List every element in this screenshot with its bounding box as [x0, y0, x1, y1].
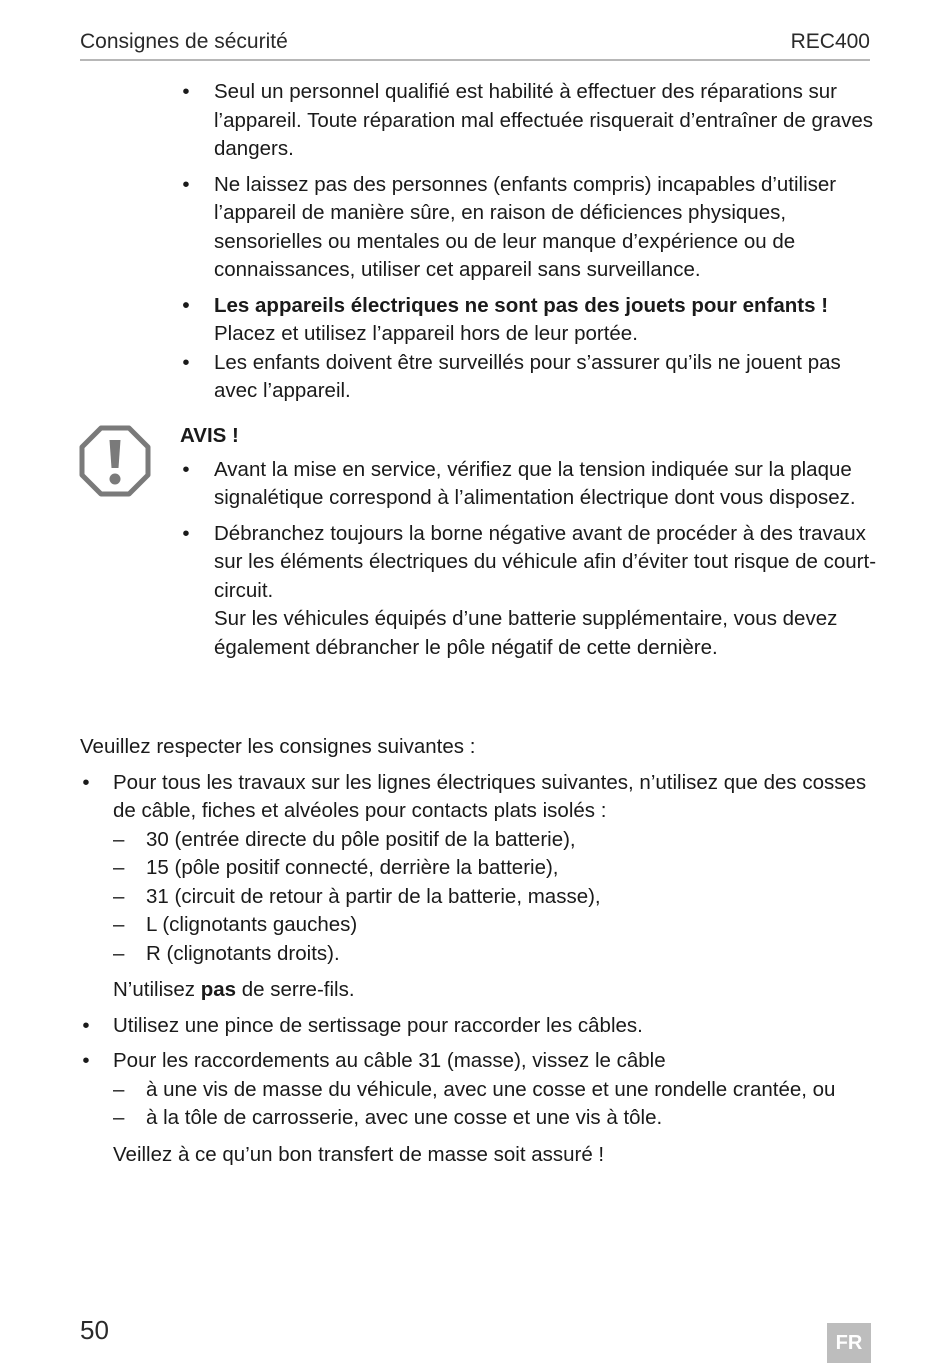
bullet-symbol: •	[82, 770, 90, 794]
list-item-text: Avant la mise en service, vérifiez que la tension indiquée sur la plaque signalétique correspond à l’alimentation électrique dont vous disposez.	[214, 457, 856, 509]
avis-title: AVIS !	[180, 424, 239, 447]
dash-item-text: R (clignotants droits).	[146, 941, 340, 965]
exclamation-octagon-icon	[79, 425, 151, 497]
list-item	[180, 78, 880, 164]
dash-item	[113, 826, 880, 855]
list-item-text: Placez et utilisez l’appareil hors de leur portée.	[214, 322, 638, 345]
dash-item-text: 31 (circuit de retour à partir de la batterie, masse),	[146, 884, 601, 908]
bullet-symbol: •	[182, 457, 190, 481]
list-item-text: Sur les véhicules équipés d’une batterie supplémentaire, vous devez également débrancher le pôle négatif de cette dernière.	[214, 607, 838, 659]
list-item-text: Seul un personnel qualifié est habilité à effectuer des réparations sur l’appareil. Toute réparation mal effectuée risquerait d’entraîner de graves dangers.	[214, 80, 874, 160]
dash-symbol: –	[113, 1077, 125, 1101]
note-emphasis: pas	[200, 978, 237, 1001]
language-badge: FR	[827, 1323, 871, 1363]
list-item-note: Veillez à ce qu’un bon transfert de masse soit assuré !	[113, 1142, 605, 1166]
dash-item	[113, 854, 880, 883]
bullet-symbol: •	[182, 293, 190, 317]
list-item-text: Pour tous les travaux sur les lignes électriques suivantes, n’utilisez que des cosses de câble, fiches et alvéoles pour contacts plats isolés :	[113, 770, 867, 822]
note-text: de serre-fils.	[236, 978, 355, 1001]
dash-item-text: à une vis de masse du véhicule, avec une cosse et une rondelle crantée, ou	[146, 1077, 836, 1101]
dash-symbol: –	[113, 856, 125, 879]
header-divider	[80, 59, 870, 61]
list-item-text: Les enfants doivent être surveillés pour s’assurer qu’ils ne jouent pas avec l’appareil.	[214, 350, 841, 402]
avis-notice	[180, 422, 880, 669]
instructions-section	[80, 733, 880, 1176]
list-item-bold-text: Les appareils électriques ne sont pas des jouets pour enfants !	[214, 293, 829, 317]
list-item-text: Utilisez une pince de sertissage pour raccorder les câbles.	[113, 1013, 643, 1037]
bullet-symbol: •	[182, 172, 190, 196]
bullet-symbol: •	[82, 1013, 90, 1037]
list-item	[180, 456, 880, 513]
list-item	[80, 1012, 880, 1041]
page-number: 50	[80, 1315, 109, 1345]
list-item-note	[113, 976, 880, 1005]
dash-item	[113, 911, 880, 940]
dash-item	[113, 1104, 880, 1133]
list-item	[180, 292, 880, 349]
dash-item-text: à la tôle de carrosserie, avec une cosse et une vis à tôle.	[146, 1106, 663, 1129]
note-text: N’utilisez	[113, 978, 201, 1001]
dash-item	[113, 940, 880, 969]
bullet-symbol: •	[182, 80, 190, 103]
list-item	[80, 1047, 880, 1169]
dash-item	[113, 1076, 880, 1105]
dash-item-text: 30 (entrée directe du pôle positif de la batterie),	[146, 827, 576, 851]
list-item-text: Pour les raccordements au câble 31 (masse), vissez le câble	[113, 1049, 666, 1072]
safety-bullet-list	[180, 78, 880, 413]
list-item	[80, 769, 880, 1005]
dash-symbol: –	[113, 941, 125, 965]
list-item	[180, 520, 880, 663]
list-item	[180, 349, 880, 406]
list-item	[180, 171, 880, 285]
dash-symbol: –	[113, 884, 125, 908]
header-section-title: Consignes de sécurité	[80, 30, 288, 53]
dash-symbol: –	[113, 827, 125, 851]
list-item-text: Ne laissez pas des personnes (enfants compris) incapables d’utiliser l’appareil de manière sûre, en raison de déficiences physiques, sensorielles ou mentales ou de leur manque d’expérience ou de connaissances, utiliser cet appareil sans surveillance.	[214, 172, 837, 281]
bullet-symbol: •	[182, 521, 190, 545]
dash-item	[113, 883, 880, 912]
list-item-text: Débranchez toujours la borne négative avant de procéder à des travaux sur les éléments électriques du véhicule afin d’éviter tout risque de court-circuit.	[214, 521, 877, 602]
bullet-symbol: •	[182, 350, 190, 374]
dash-item-text: L (clignotants gauches)	[146, 913, 358, 936]
header-model: REC400	[790, 30, 870, 53]
bullet-symbol: •	[82, 1049, 90, 1072]
dash-symbol: –	[113, 1106, 125, 1129]
dash-item-text: 15 (pôle positif connecté, derrière la batterie),	[146, 856, 559, 879]
dash-symbol: –	[113, 913, 125, 936]
instructions-intro: Veuillez respecter les consignes suivantes :	[80, 735, 476, 758]
